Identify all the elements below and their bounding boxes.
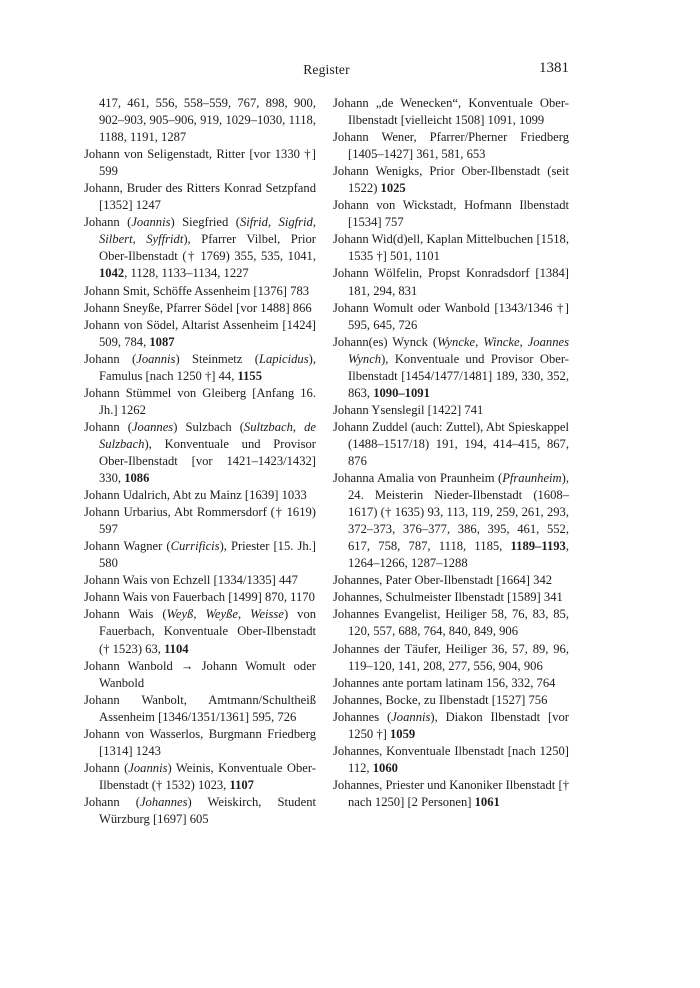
index-entry: Johann (Joannis) Siegfried (Sifrid, Sigfrid, Silbert, Syffridt), Pfarrer Vilbel, Prior Ober-Ilbenstadt († 1769) 355, 535, 1041, 1042, 1128, 1133–1134, 1227 [84,215,316,281]
index-entry: Johann Sneyße, Pfarrer Södel [vor 1488] 866 [84,300,312,315]
index-entry: Johann Stümmel von Gleiberg [Anfang 16. Jh.] 1262 [84,385,316,417]
index-entry: Johannes, Pater Ober-Ilbenstadt [1664] 342 [333,573,553,588]
index-entry: Johann Wölfelin, Propst Konradsdorf [1384] 181, 294, 831 [333,266,569,298]
index-entry: Johann Wener, Pfarrer/Pherner Friedberg [1405–1427] 361, 581, 653 [333,130,569,162]
index-entry: Johann Udalrich, Abt zu Mainz [1639] 1033 [84,488,307,503]
page-header [84,62,569,82]
index-entry: Johann Wagner (Currificis), Priester [15. Jh.] 580 [84,539,316,571]
index-entry: Johann Wid(d)ell, Kaplan Mittelbuchen [1518, 1535 †] 501, 1101 [333,232,569,264]
index-entry: 417, 461, 556, 558–559, 767, 898, 900, 902–903, 905–906, 919, 1029–1030, 1118, 1188, 1191, 1287 [99,96,316,145]
index-entry: Johann Wais (Weyß, Weyße, Weisse) von Fauerbach, Konventuale Ober-Ilbenstadt († 1523) 63, 1104 [84,607,317,656]
index-entry: Johann(es) Wynck (Wyncke, Wincke, Joannes Wynch), Konventuale und Provisor Ober-Ilbenstadt [1454/1477/1481] 189, 330, 352, 863, 1090–1091 [333,334,569,400]
index-entry: Johannes, Schulmeister Ilbenstadt [1589] 341 [333,590,563,605]
index-entry: Johann, Bruder des Ritters Konrad Setzpfand [1352] 1247 [84,181,316,213]
index-entry: Johann von Södel, Altarist Assenheim [1424] 509, 784, 1087 [84,317,316,349]
index-entry: Johannes, Priester und Kanoniker Ilbenstadt [† nach 1250] [2 Personen] 1061 [333,777,569,809]
index-entry: Johann (Joannis) Weinis, Konventuale Ober-Ilbenstadt († 1532) 1023, 1107 [84,760,316,792]
index-column-right [333,95,569,811]
index-entry: Johannes, Konventuale Ilbenstadt [nach 1250] 112, 1060 [333,743,569,775]
index-entry: Johann (Joannes) Sulzbach (Sultzbach, de Sulzbach), Konventuale und Provisor Ober-Ilbenstadt [vor 1421–1423/1432] 330, 1086 [84,419,316,486]
index-entry: Johann „de Wenecken“, Konventuale Ober-Ilbenstadt [vielleicht 1508] 1091, 1099 [333,96,569,128]
index-entry: Johann Wais von Fauerbach [1499] 870, 1170 [84,590,315,605]
index-entry: Johann Smit, Schöffe Assenheim [1376] 783 [84,283,310,298]
index-entry: Johann von Wasserlos, Burgmann Friedberg [1314] 1243 [84,726,316,758]
index-entry: Johann (Joannis) Steinmetz (Lapicidus), Famulus [nach 1250 †] 44, 1155 [84,351,316,383]
page-number: 1381 [539,60,569,76]
index-entry: Johann Wais von Echzell [1334/1335] 447 [84,573,298,588]
running-head: Register [303,62,350,77]
index-entry: Johannes ante portam latinam 156, 332, 764 [333,675,556,690]
index-column-left [84,95,316,828]
index-entry: Johannes der Täufer, Heiliger 36, 57, 89, 96, 119–120, 141, 208, 277, 556, 904, 906 [333,641,569,673]
index-entry: Johann von Seligenstadt, Ritter [vor 1330 †] 599 [84,147,316,179]
index-entry: Johann (Johannes) Weiskirch, Student Würzburg [1697] 605 [84,794,316,826]
index-entry: Johann Wanbolt, Amtmann/Schultheiß Assenheim [1346/1351/1361] 595, 726 [84,692,316,724]
index-entry: Johannes, Bocke, zu Ilbenstadt [1527] 756 [333,692,548,707]
index-entry: Johann Ysenslegil [1422] 741 [333,402,484,417]
index-entry: Johann von Wickstadt, Hofmann Ilbenstadt [1534] 757 [333,198,569,230]
index-entry: Johann Urbarius, Abt Rommersdorf († 1619) 597 [84,505,316,537]
index-entry: Johanna Amalia von Praunheim (Pfraunheim), 24. Meisterin Nieder-Ilbenstadt (1608–1617) († 1635) 93, 113, 119, 259, 261, 293, 372–373, 376–377, 386, 395, 461, 552, 617, 758, 787, 1118, 1185, 1189–1193, 1264–1266, 1287–1288 [333,471,569,571]
index-entry: Johann Wanbold → Johann Womult oder Wanbold [84,658,316,690]
index-entry: Johann Zuddel (auch: Zuttel), Abt Spieskappel (1488–1517/18) 191, 194, 414–415, 867, 876 [333,419,569,468]
index-entry: Johannes Evangelist, Heiliger 58, 76, 83, 85, 120, 557, 688, 764, 840, 849, 906 [333,607,569,639]
index-entry: Johannes (Joannis), Diakon Ilbenstadt [vor 1250 †] 1059 [333,709,569,741]
index-entry: Johann Womult oder Wanbold [1343/1346 †] 595, 645, 726 [333,300,569,332]
index-entry: Johann Wenigks, Prior Ober-Ilbenstadt (seit 1522) 1025 [333,164,569,196]
